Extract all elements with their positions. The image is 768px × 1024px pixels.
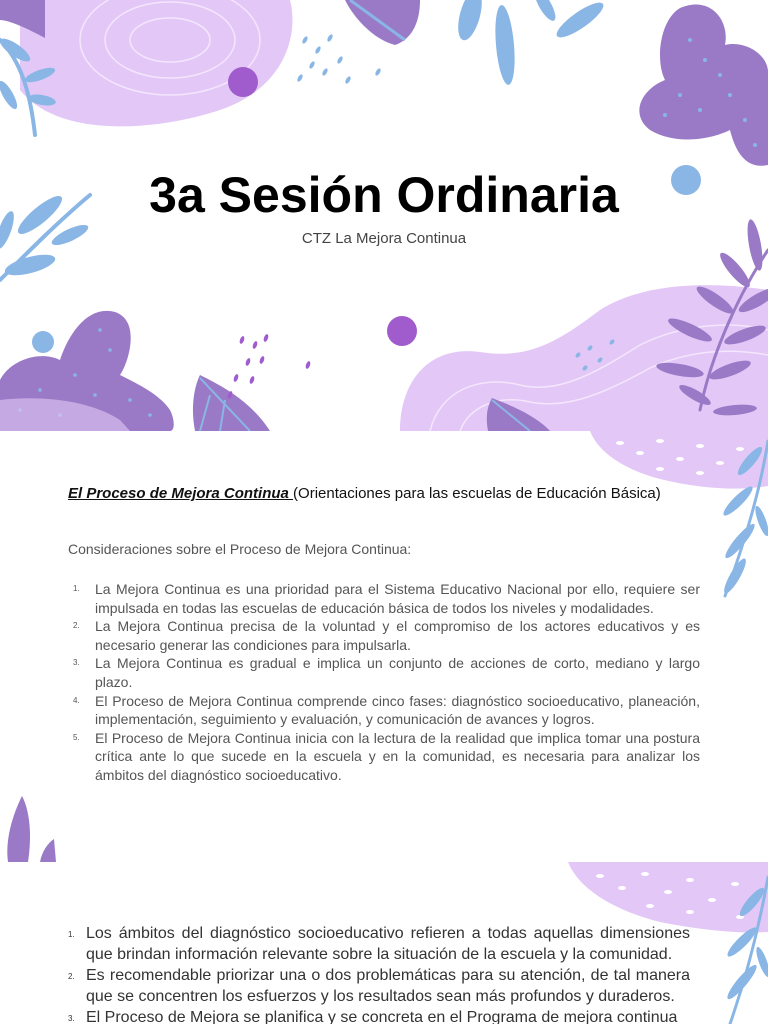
list-item-text: Es recomendable priorizar una o dos problemáticas para su atención, de tal manera que se concentren los esfuerzos y los resultados sean más profundos y duraderos. bbox=[86, 967, 690, 1005]
content-slide-1 bbox=[0, 431, 768, 862]
list-item bbox=[68, 729, 700, 785]
list-number: 4. bbox=[73, 695, 80, 705]
list-number: 1. bbox=[68, 930, 75, 939]
list-item-text: El Proceso de Mejora Continua comprende cinco fases: diagnóstico socioeducativo, planeación, implementación, seguimiento y evaluación, y comunicación de avances y logros. bbox=[95, 692, 700, 728]
list-number: 5. bbox=[73, 732, 80, 742]
list-number: 3. bbox=[68, 1014, 75, 1023]
list-item bbox=[68, 580, 700, 617]
considerations-list-continued bbox=[68, 923, 690, 1024]
considerations-list bbox=[68, 580, 700, 785]
intro-text: Consideraciones sobre el Proceso de Mejora Continua: bbox=[68, 541, 412, 557]
slide-subtitle: CTZ La Mejora Continua bbox=[301, 230, 467, 247]
list-item bbox=[68, 923, 690, 965]
heading-subtitle: (Orientaciones para las escuelas de Educación Básica) bbox=[293, 485, 661, 502]
list-item bbox=[68, 692, 700, 729]
list-item-text: La Mejora Continua es gradual e implica un conjunto de acciones de corto, mediano y largo plazo. bbox=[95, 655, 700, 690]
list-number: 2. bbox=[73, 621, 80, 631]
list-item bbox=[68, 965, 690, 1007]
list-number: 2. bbox=[68, 972, 75, 981]
list-number: 3. bbox=[73, 658, 80, 668]
list-item bbox=[68, 617, 700, 654]
list-item-text: La Mejora Continua es una prioridad para el Sistema Educativo Nacional por ello, requiere ser impulsada en todas las escuelas de educación básica de todos los niveles y modalidades. bbox=[95, 581, 700, 616]
list-item bbox=[68, 1007, 690, 1024]
title-slide bbox=[0, 0, 768, 431]
list-item-text: El Proceso de Mejora se planifica y se concreta en el Programa de mejora continua bbox=[86, 1009, 678, 1024]
list-number: 1. bbox=[73, 584, 80, 593]
list-item-text: Los ámbitos del diagnóstico socioeducativo refieren a todas aquellas dimensiones que brindan información relevante sobre la situación de la escuela y la comunidad. bbox=[86, 925, 690, 963]
slide-title: 3a Sesión Ordinaria bbox=[149, 167, 619, 223]
section-heading bbox=[68, 485, 661, 502]
content-slide-2 bbox=[0, 862, 768, 1024]
heading-main: El Proceso de Mejora Continua bbox=[68, 485, 294, 502]
list-item-text: La Mejora Continua precisa de la voluntad y el compromiso de los actores educativos y es necesario generar las condiciones para impulsarla. bbox=[95, 618, 700, 653]
list-item-text: El Proceso de Mejora Continua inicia con la lectura de la realidad que implica tomar una postura crítica ante lo que sucede en la escuela y en la comunidad, es necesaria para analizar los ámbitos del diagnóstico socioeducativo. bbox=[95, 729, 700, 783]
list-item bbox=[68, 654, 700, 691]
